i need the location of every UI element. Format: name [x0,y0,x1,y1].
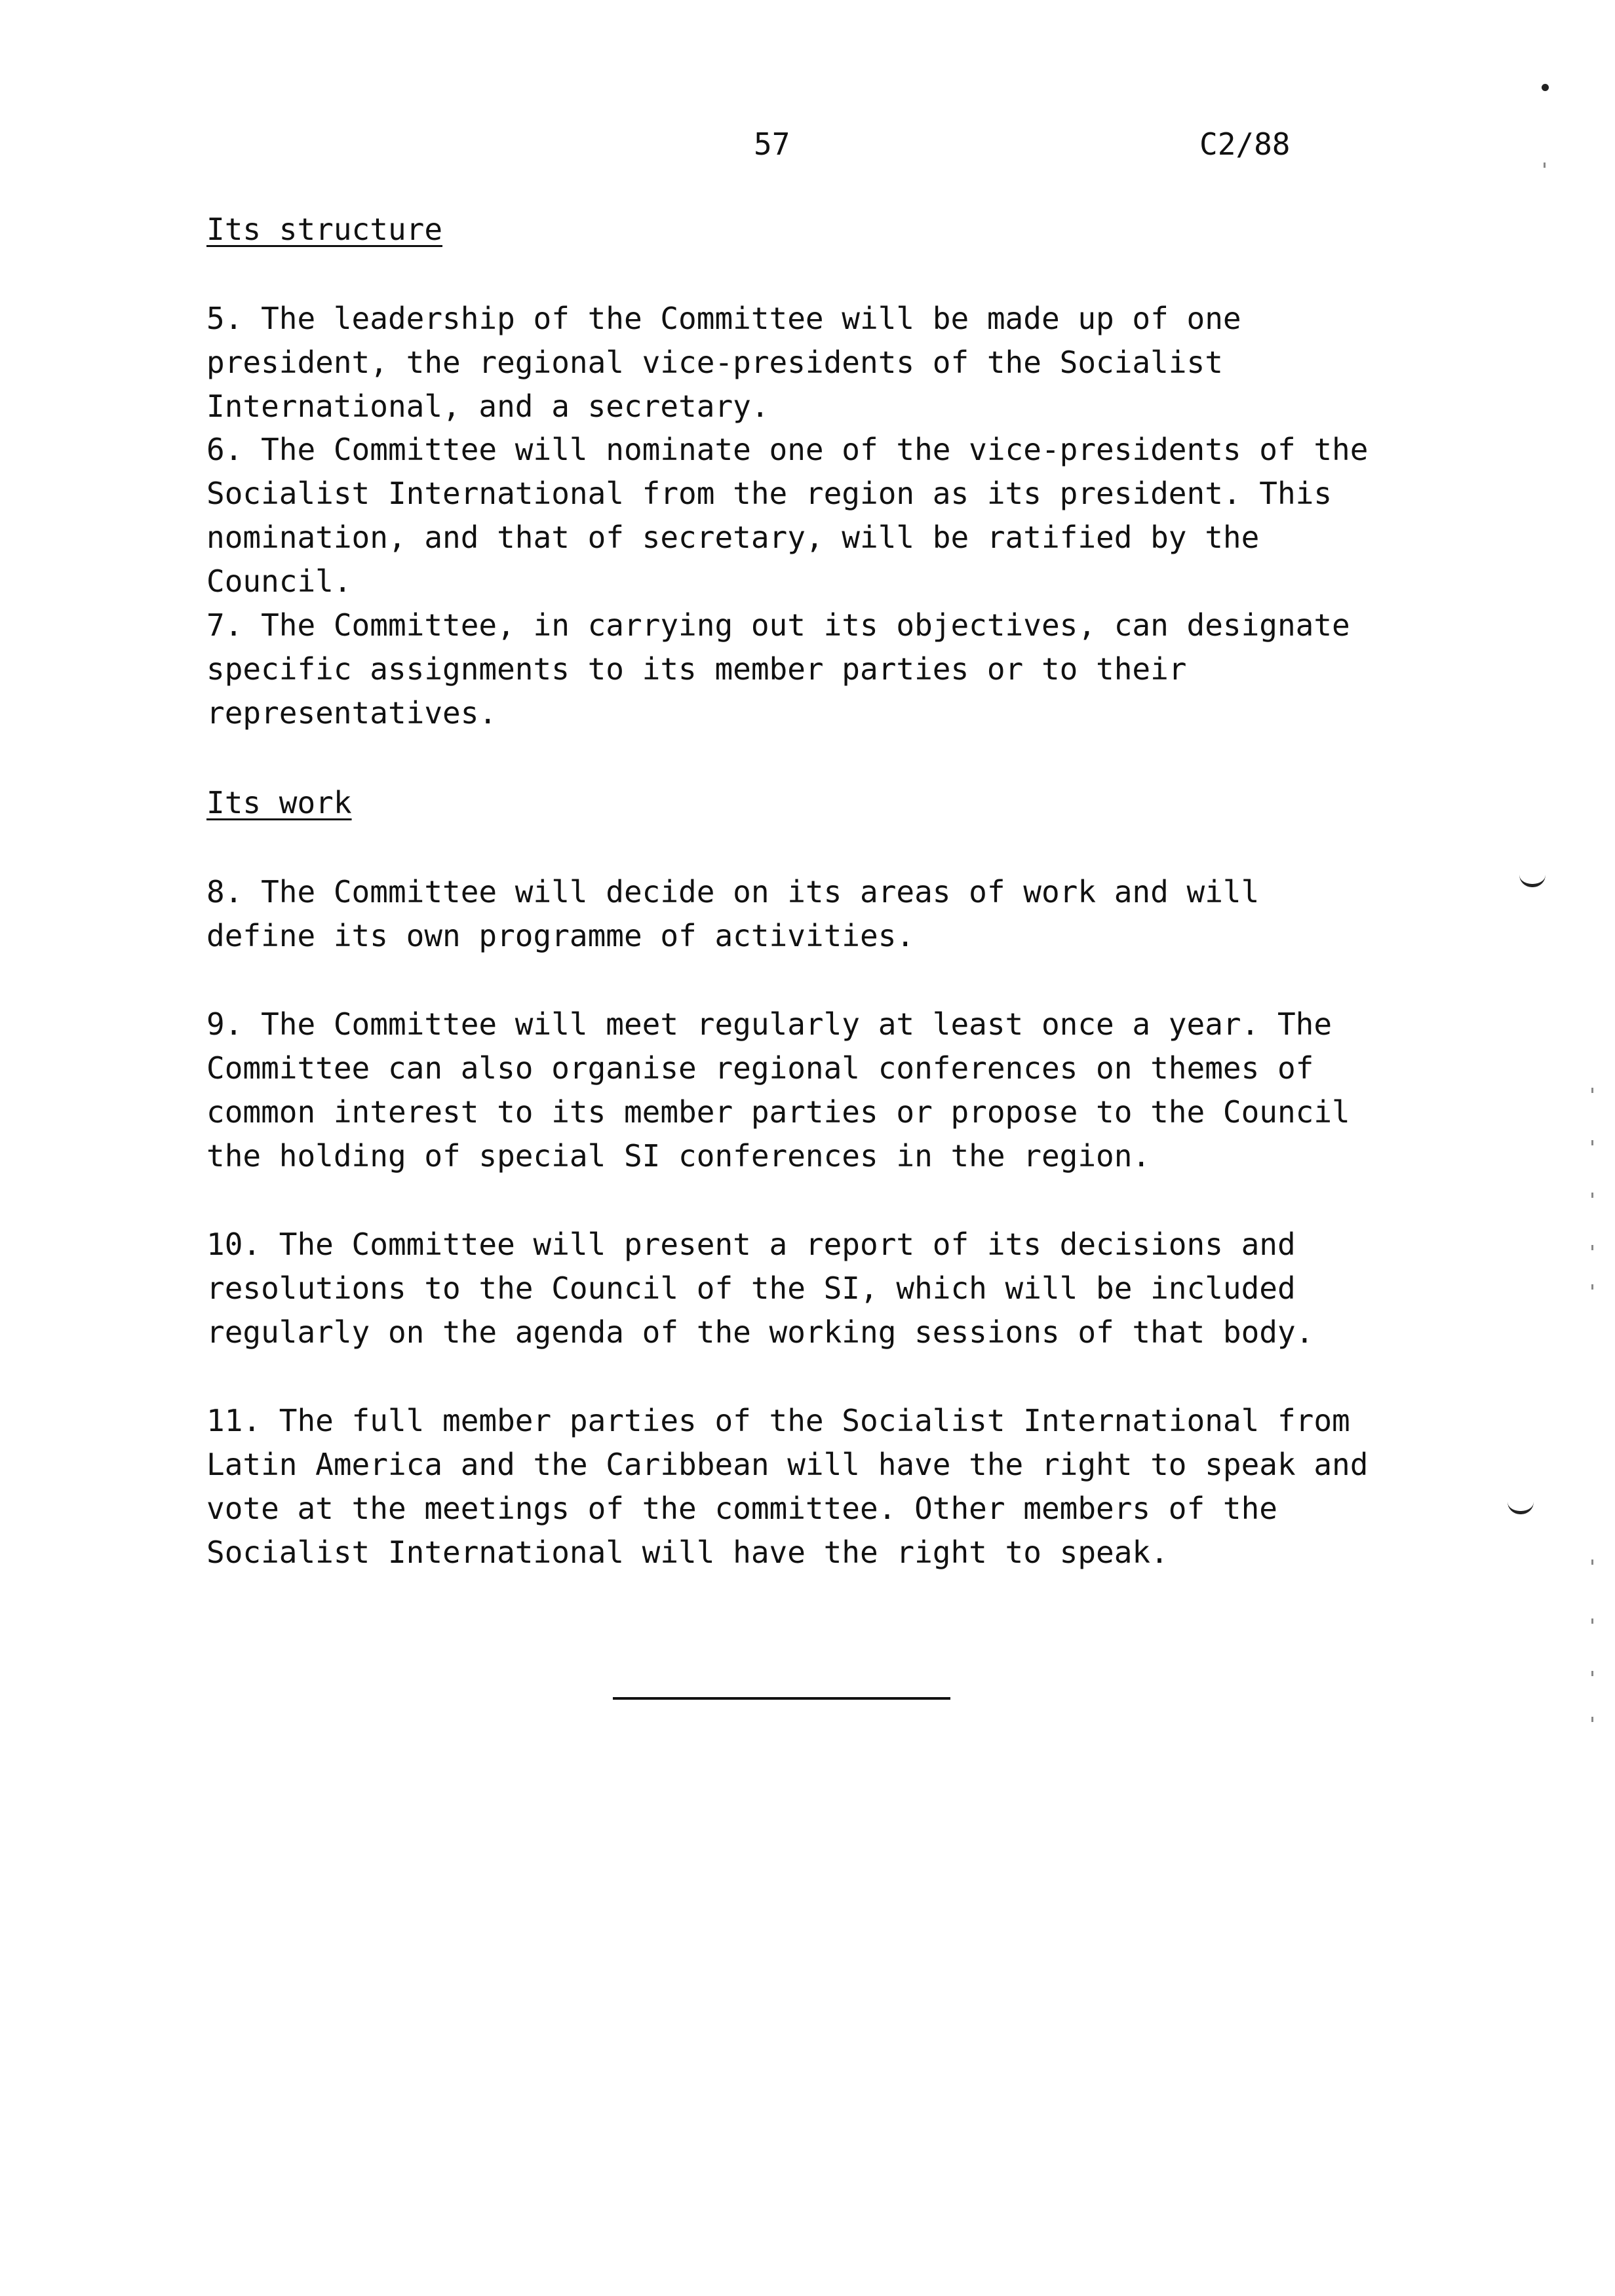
margin-tick-mark [1508,1502,1534,1514]
end-of-text-rule [613,1697,950,1700]
document-reference: C2/88 [1199,126,1291,162]
section-heading-structure: Its structure [206,212,443,247]
scan-dot-mark [1542,84,1549,91]
paragraph-10: 10. The Committee will present a report of its decisions and resolutions to the Council of the SI, which will be included regularly on the agenda of the working sessions of that body. [206,1227,1314,1350]
paragraph-9: 9. The Committee will meet regularly at least once a year. The Committee can also organise regional conferences on themes of common interest to its member parties or propose to the Council the holding of special SI conferences in the region. [206,1006,1350,1174]
scan-speck [1591,1140,1593,1145]
scan-speck [1544,163,1546,168]
paragraph-5: 5. The leadership of the Committee will be made up of one president, the regional vice-presidents of the Socialist International, and a secretary. [206,301,1241,424]
scan-speck [1591,1559,1593,1565]
scan-speck [1591,1245,1593,1250]
scan-speck [1591,1671,1593,1676]
margin-tick-mark [1519,875,1546,887]
scan-speck [1591,1088,1593,1093]
section-heading-work: Its work [206,785,352,820]
page-number: 57 [754,126,790,162]
paragraph-8: 8. The Committee will decide on its areas of work and will define its own programme of activities. [206,874,1260,953]
scan-speck [1591,1717,1593,1722]
scan-speck [1591,1193,1593,1198]
paragraph-11: 11. The full member parties of the Socialist International from Latin America and the Caribbean will have the right to speak and vote at the meetings of the committee. Other members of the Socialist International will have the right to speak. [206,1403,1369,1570]
scan-speck [1591,1284,1593,1290]
paragraph-7: 7. The Committee, in carrying out its objectives, can designate specific assignments to its member parties or to their representatives. [206,607,1350,731]
scan-speck [1591,1618,1593,1624]
paragraph-6: 6. The Committee will nominate one of the vice-presidents of the Socialist International from the region as its president. This nomination, and that of secretary, will be ratified by the Council. [206,432,1369,599]
